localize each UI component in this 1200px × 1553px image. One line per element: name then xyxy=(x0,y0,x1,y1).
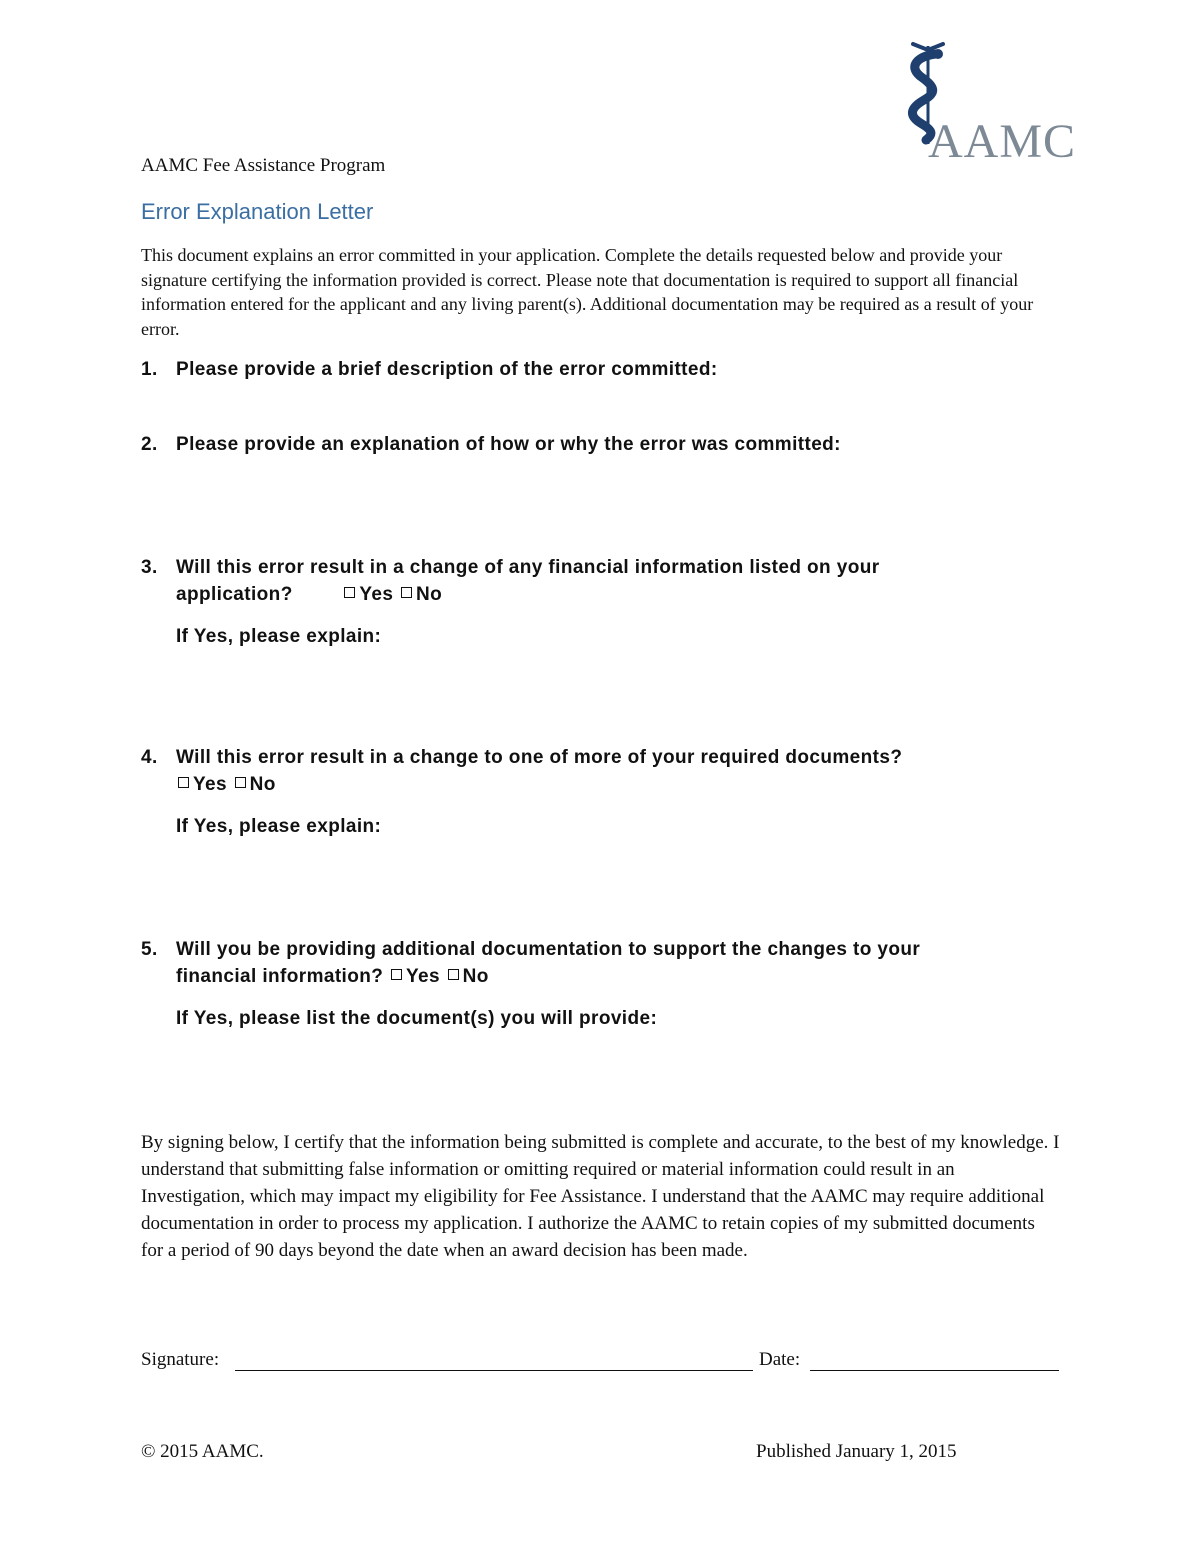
no-checkbox[interactable] xyxy=(235,777,246,788)
question-2 xyxy=(141,431,1041,458)
question-number: 1. xyxy=(141,359,158,380)
page-title: Error Explanation Letter xyxy=(141,199,374,224)
question-text-line1: Will this error result in a change of any financial information listed on your xyxy=(176,557,880,578)
question-text-line1: Will you be providing additional documentation to support the changes to your xyxy=(176,939,921,960)
date-line[interactable] xyxy=(810,1370,1059,1371)
signature-line[interactable] xyxy=(235,1370,753,1371)
no-label: No xyxy=(416,584,443,605)
question-number: 2. xyxy=(141,434,158,455)
intro-paragraph: This document explains an error committed in your application. Complete the details requested below and provide your signature certifying the information provided is correct. Please note that documentation is required to support all financial information entered for the applicant and any living parent(s). Additional documentation may be required as a result of your error. xyxy=(141,245,1034,339)
followup-prompt: If Yes, please explain: xyxy=(176,626,382,647)
published-date: Published January 1, 2015 xyxy=(756,1441,957,1462)
program-name: AAMC Fee Assistance Program xyxy=(141,155,386,176)
logo-wordmark: AAMC xyxy=(928,115,1077,168)
question-5 xyxy=(141,936,1041,1032)
copyright: © 2015 AAMC. xyxy=(141,1441,264,1462)
yes-checkbox[interactable] xyxy=(344,587,355,598)
no-label: No xyxy=(249,774,276,795)
question-text-end: application? xyxy=(176,584,293,605)
yes-checkbox[interactable] xyxy=(391,969,402,980)
question-4 xyxy=(141,744,1041,840)
question-text: Please provide a brief description of the error committed: xyxy=(176,359,718,380)
question-text: Will this error result in a change to one of more of your required documents? xyxy=(176,747,903,768)
yes-label: Yes xyxy=(405,966,440,987)
question-text-line2 xyxy=(176,963,1041,990)
followup-prompt: If Yes, please list the document(s) you will provide: xyxy=(176,1008,658,1029)
no-label: No xyxy=(462,966,489,987)
question-3 xyxy=(141,554,1041,650)
question-text-end: financial information? xyxy=(176,966,384,987)
question-text: Please provide an explanation of how or why the error was committed: xyxy=(176,434,841,455)
no-checkbox[interactable] xyxy=(448,969,459,980)
yes-checkbox[interactable] xyxy=(178,777,189,788)
question-1 xyxy=(141,356,1041,383)
aamc-logo xyxy=(898,40,1078,170)
followup-prompt: If Yes, please explain: xyxy=(176,816,382,837)
no-checkbox[interactable] xyxy=(401,587,412,598)
question-number: 5. xyxy=(141,939,158,960)
yes-label: Yes xyxy=(359,584,394,605)
question-number: 4. xyxy=(141,747,158,768)
certification-paragraph: By signing below, I certify that the information being submitted is complete and accurate, to the best of my knowledge. I understand that submitting false information or omitting required or material information could result in an Investigation, which may impact my eligibility for Fee Assistance. I understand that the AAMC may require additional documentation in order to process my application. I authorize the AAMC to retain copies of my submitted documents for a period of 90 days beyond the date when an award decision has been made. xyxy=(141,1132,1060,1261)
yes-label: Yes xyxy=(193,774,227,795)
question-number: 3. xyxy=(141,557,158,578)
question-text-line2 xyxy=(176,581,1041,608)
date-label: Date: xyxy=(759,1349,801,1370)
signature-label: Signature: xyxy=(141,1349,220,1370)
yes-no-options xyxy=(176,771,1041,798)
